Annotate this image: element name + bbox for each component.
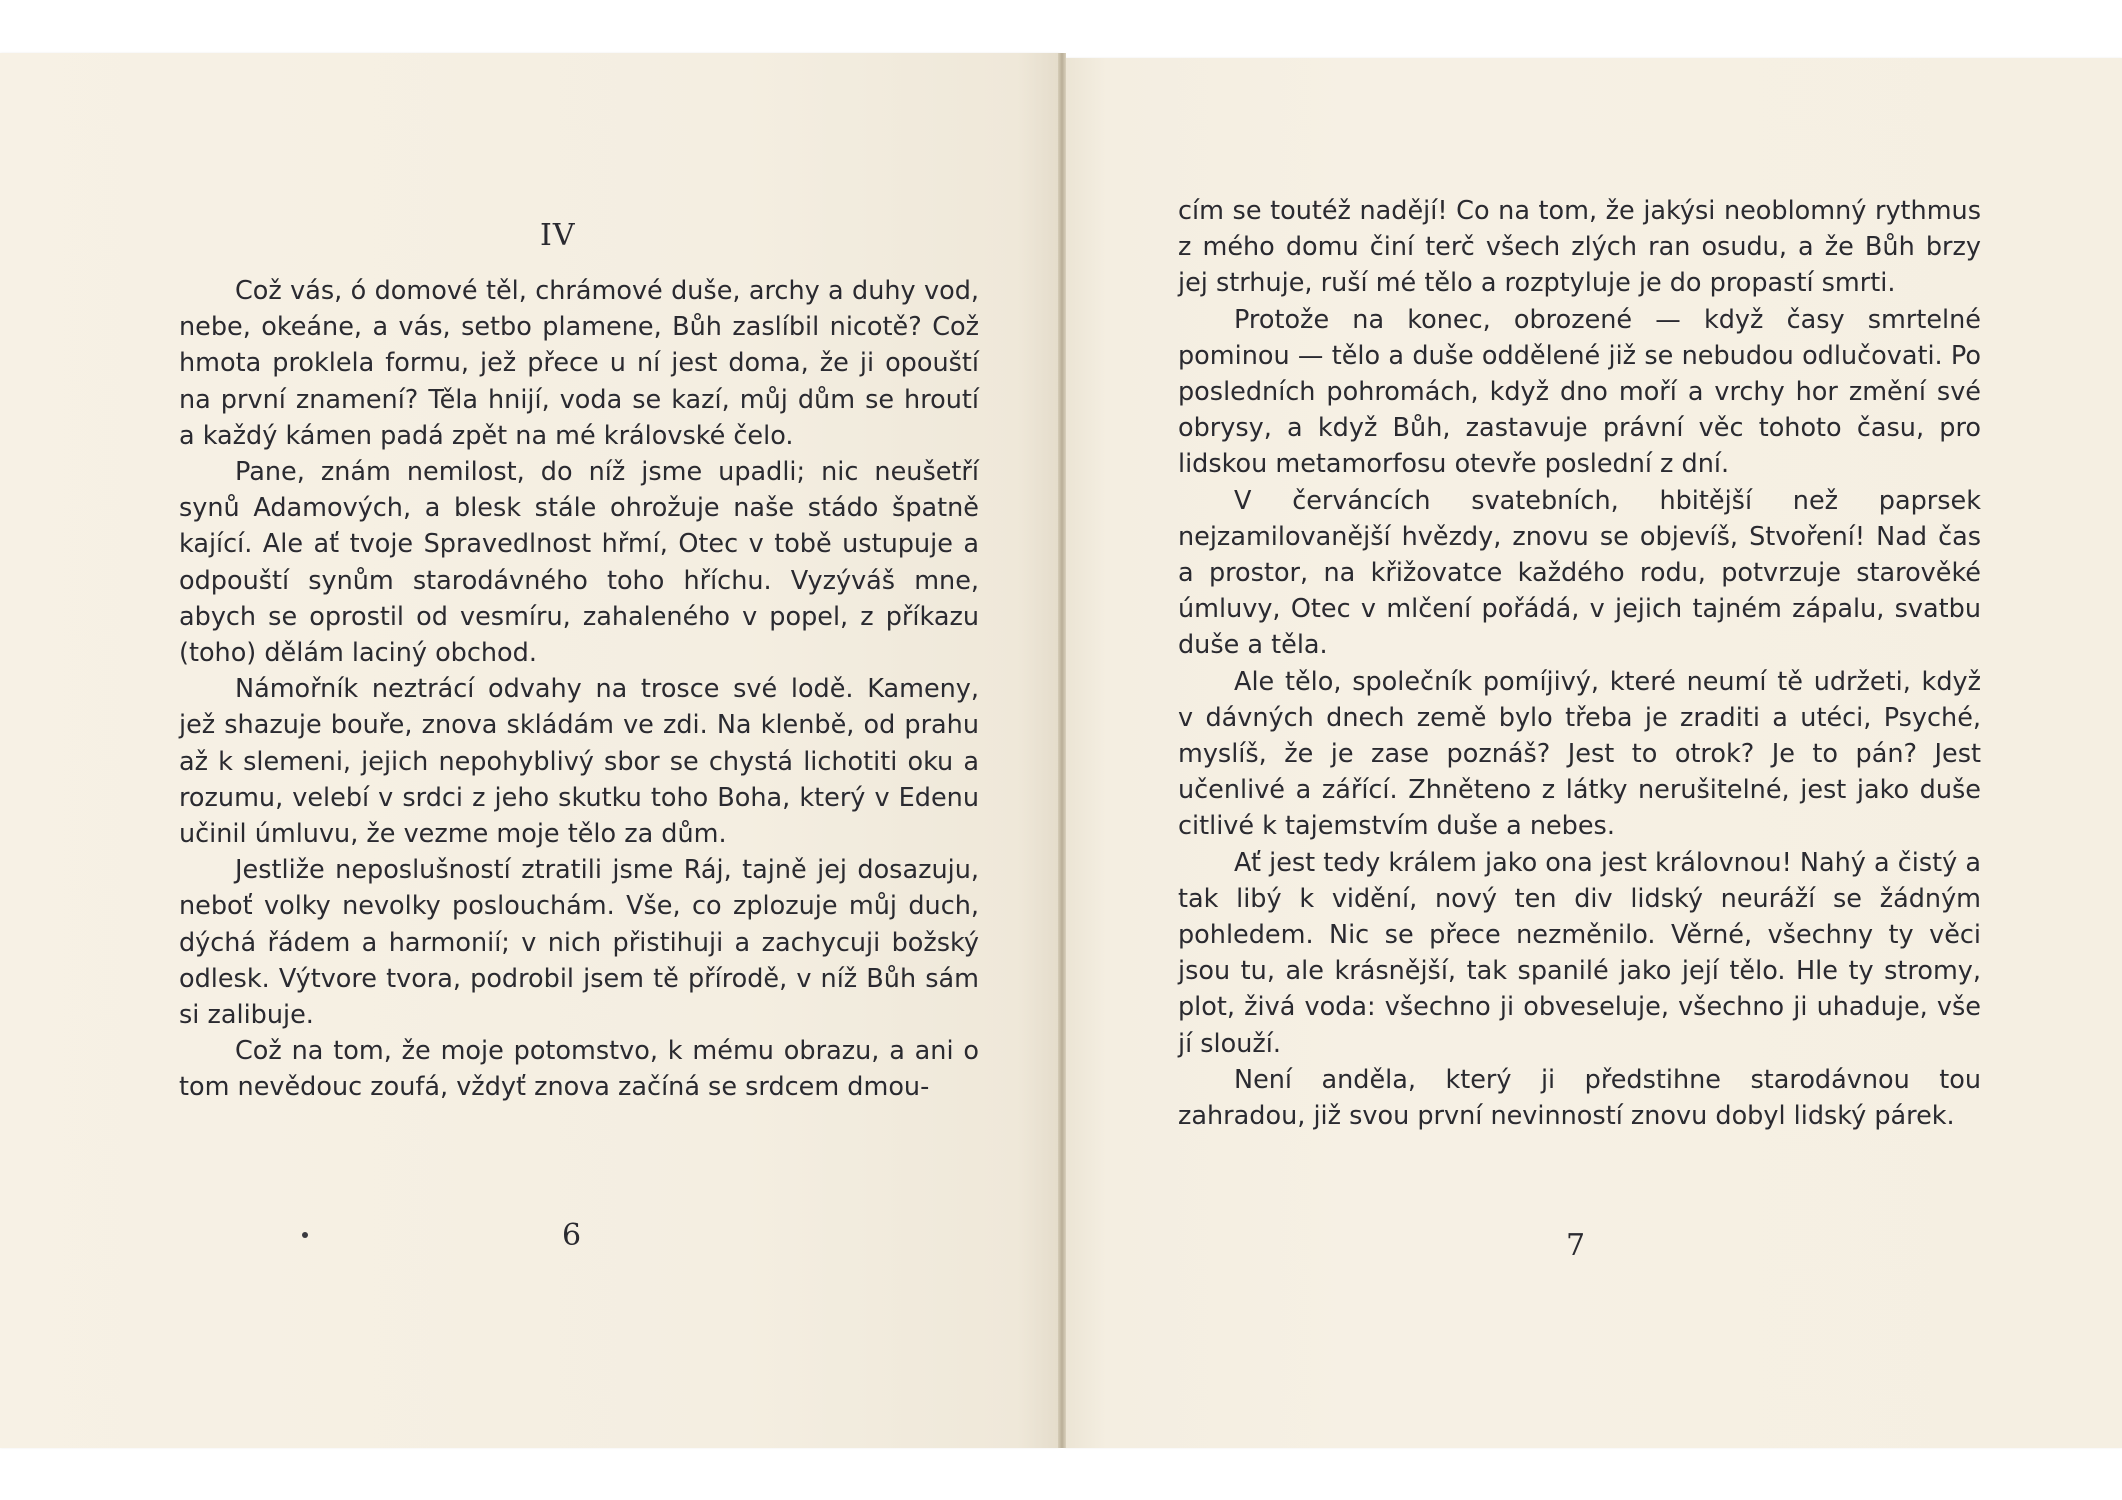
ink-speck [302,1232,308,1238]
paragraph: Což na tom, že moje potomstvo, k mému obrazu, a ani o tom nevědouc zoufá, vždyť znova začíná se srdcem dmou- [179,1036,979,1103]
paragraph: Ale tělo, společník pomíjivý, které neumí tě udržeti, když v dávných dnech země bylo třeba je zraditi a utéci, Psyché, myslíš, že je zase poznáš? Jest to otrok? Je to pán? Jest učenlivé a zářící. Zhněteno z látky nerušitelné, jest jako duše citlivé k tajemstvím duše a nebes. [1178,666,1981,842]
page-number-left: 6 [562,1218,582,1253]
paragraph: Což vás, ó domové těl, chrámové duše, archy a duhy vod, nebe, okeáne, a vás, setbo plamene, Bůh zaslíbil nicotě? Což hmota proklela formu, jež přece u ní jest doma, že ji opouští na první znamení? Těla hnijí, voda se kazí, můj dům se hroutí a každý kámen padá zpět na mé královské čelo. [179,276,979,451]
paragraph: V červáncích svatebních, hbitější než paprsek nejzamilovanější hvězdy, znovu se objevíš, Stvoření! Nad čas a prostor, na křižovatce každého rodu, potvrzuje starověké úmluvy, Otec v mlčení pořádá, v jejich tajném zápalu, svatbu duše a těla. [1178,485,1981,661]
paragraph: Protože na konec, obrozené — když časy smrtelné pominou — tělo a duše oddělené již se nebudou odlučovati. Po posledních pohromách, když dno moří a vrchy hor změní své obrysy, a když Bůh, zastavuje právní věc tohoto času, pro lidskou metamorfosu otevře poslední z dní. [1178,304,1981,480]
left-page-text [179,273,979,1106]
right-page-text [1178,193,1981,1134]
paragraph: Ať jest tedy králem jako ona jest královnou! Nahý a čistý a tak libý k vidění, nový ten div lidský neuráží se žádným pohledem. Nic se přece nezměnilo. Věrné, všechny ty věci jsou tu, ale krásnější, tak spanilé jako její tělo. Hle ty stromy, plot, živá voda: všechno ji obveseluje, všechno ji uhaduje, vše jí slouží. [1178,847,1981,1059]
paragraph: Pane, znám nemilost, do níž jsme upadli; nic neušetří synů Adamových, a blesk stále ohrožuje naše stádo špatně kající. Ale ať tvoje Spravedlnost hřmí, Otec v tobě ustupuje a odpouští synům starodávného toho hříchu. Vyzýváš mne, abych se oprostil od vesmíru, zahaleného v popel, z příkazu (toho) dělám laciný obchod. [179,457,979,669]
paragraph: Jestliže neposlušností ztratili jsme Ráj, tajně jej dosazuju, neboť volky nevolky poslouchám. Vše, co zplozuje můj duch, dýchá řádem a harmonií; v nich přistihuji a zachycuji božský odlesk. Výtvore tvora, podrobil jsem tě přírodě, v níž Bůh sám si zalibuje. [179,855,979,1031]
page-number-right: 7 [1566,1228,1586,1263]
chapter-heading: IV [540,218,576,253]
paragraph: Není anděla, který ji předstihne starodávnou tou zahradou, již svou první nevinností znovu dobyl lidský párek. [1178,1064,1981,1132]
paragraph: Námořník neztrácí odvahy na trosce své lodě. Kameny, jež shazuje bouře, znova skládám ve zdi. Na klenbě, od prahu až k slemeni, jejich nepohyblivý sbor se chystá lichotiti oku a rozumu, velebí v srdci z jeho skutku toho Boha, který v Edenu učinil úmluvu, že vezme moje tělo za dům. [179,674,979,850]
paragraph: cím se toutéž nadějí! Co na tom, že jakýsi neoblomný rythmus z mého domu činí terč všech zlých ran osudu, a že Bůh brzy jej strhuje, ruší mé tělo a rozptyluje je do propastí smrti. [1178,196,1981,299]
book-gutter [1058,53,1066,1448]
